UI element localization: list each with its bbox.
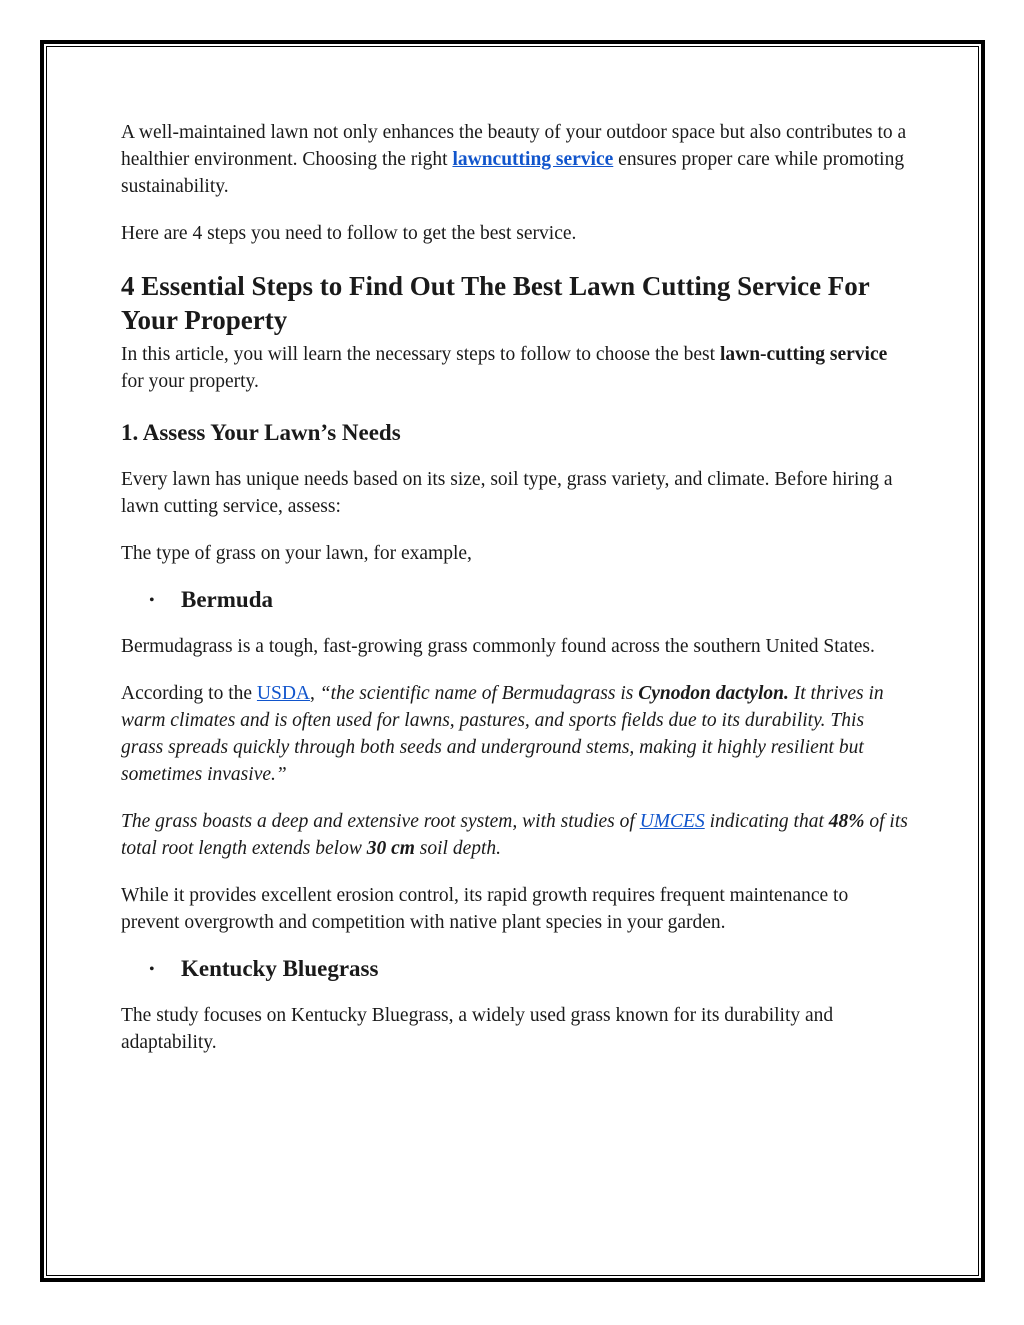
article-intro-before: In this article, you will learn the necessary steps to follow to choose the best [121, 344, 720, 365]
bermuda-bullet-item [121, 585, 911, 615]
bermuda-heading: Bermuda [181, 587, 273, 612]
umces-text-after: soil depth. [414, 838, 502, 859]
umces-text-mid2: of its total root length extends below [121, 811, 908, 859]
article-intro-bold: lawn-cutting service [719, 344, 888, 365]
main-heading: 4 Essential Steps to Find Out The Best Lawn Cutting Service For Your Property [121, 271, 870, 335]
umces-text-before: The grass boasts a deep and extensive root system, with studies of [121, 811, 640, 832]
lead-paragraph: Here are 4 steps you need to follow to get the best service. [121, 223, 577, 244]
umces-paragraph [121, 808, 911, 862]
usda-quote-rest: It thrives in warm climates and is often used for lawns, pastures, and sports fields due to its durability. This grass spreads quickly through both seeds and underground stems, making it highly resilient but sometimes invasive.” [121, 683, 884, 785]
root-percentage: 48% [828, 811, 865, 832]
intro-text-after: ensures proper care while promoting sustainability. [121, 149, 905, 197]
lawncutting-service-link[interactable]: lawncutting service [452, 149, 614, 170]
document-body [121, 119, 911, 1056]
step1-paragraph: Every lawn has unique needs based on its size, soil type, grass variety, and climate. Before hiring a lawn cutting service, assess: [121, 469, 893, 517]
step1-heading: 1. Assess Your Lawn’s Needs [121, 420, 401, 445]
scientific-name: Cynodon dactylon. [638, 683, 789, 704]
intro-paragraph [121, 119, 911, 200]
bullet-icon: • [149, 960, 155, 978]
usda-paragraph [121, 680, 911, 788]
usda-comma: , [310, 683, 320, 704]
grass-type-paragraph: The type of grass on your lawn, for example, [121, 543, 472, 564]
usda-link[interactable]: USDA [256, 683, 311, 704]
article-intro-after: for your property. [121, 371, 259, 392]
kentucky-bullet-item [121, 954, 911, 984]
umces-text-mid1: indicating that [704, 811, 829, 832]
root-depth: 30 cm [366, 838, 415, 859]
bullet-icon: • [149, 591, 155, 609]
kentucky-paragraph: The study focuses on Kentucky Bluegrass, a widely used grass known for its durability and adaptability. [121, 1005, 834, 1053]
umces-link[interactable]: UMCES [639, 811, 705, 832]
usda-quote-start: “the scientific name of Bermudagrass is [319, 683, 639, 704]
article-intro-paragraph [121, 341, 911, 395]
intro-text-before: A well-maintained lawn not only enhances the beauty of your outdoor space but also contributes to a healthier environment. Choosing the right [121, 122, 907, 170]
kentucky-heading: Kentucky Bluegrass [181, 956, 379, 981]
bermuda-paragraph: Bermudagrass is a tough, fast-growing grass commonly found across the southern United States. [121, 636, 875, 657]
usda-text-before: According to the [121, 683, 257, 704]
erosion-paragraph: While it provides excellent erosion control, its rapid growth requires frequent maintenance to prevent overgrowth and competition with native plant species in your garden. [121, 885, 849, 933]
